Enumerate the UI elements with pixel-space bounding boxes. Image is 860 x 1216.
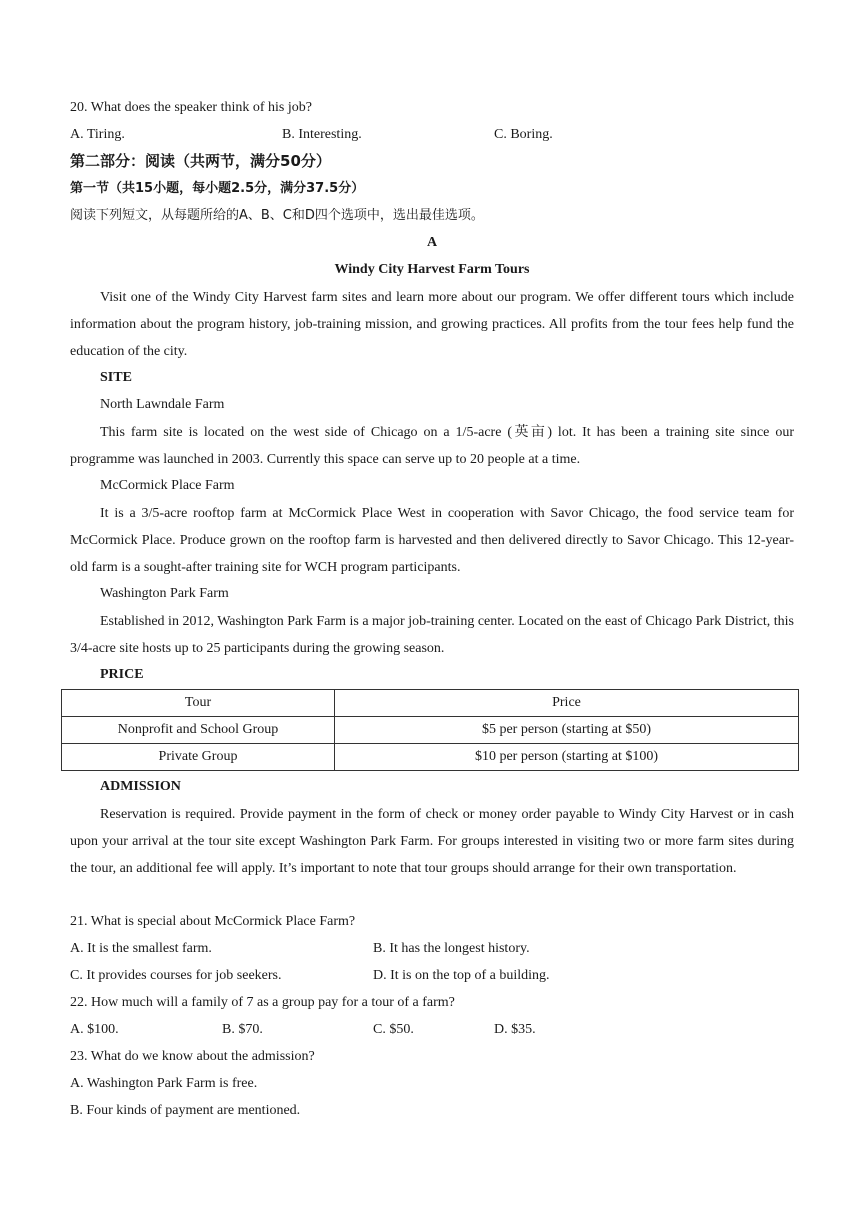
q20-option-c: C. Boring. — [494, 127, 553, 142]
table-cell-tour: Nonprofit and School Group — [62, 717, 335, 744]
q20-stem: 20. What does the speaker think of his job? — [70, 100, 312, 115]
q23-option-a: A. Washington Park Farm is free. — [70, 1076, 258, 1091]
passage-letter: A — [426, 235, 438, 250]
table-row — [62, 744, 799, 771]
q20-option-b: B. Interesting. — [282, 127, 362, 142]
section1-title: 第一节（共15小题，每小题2.5分，满分37.5分） — [70, 181, 365, 196]
farm1-text: This farm site is located on the west side of Chicago on a 1/5-acre (英亩) lot. It has been a training site since our programme was launched in 2003. Currently this space can serve up to 20 people at a time. — [70, 425, 794, 467]
section1-instructions: 阅读下列短文，从每题所给的A、B、C和D四个选项中，选出最佳选项。 — [70, 208, 484, 223]
q23-stem: 23. What do we know about the admission? — [70, 1049, 315, 1064]
passage-intro: Visit one of the Windy City Harvest farm sites and learn more about our program. We offer different tours which include information about the program history, job-training mission, and growing practices. All profits from the tour fees help fund the education of the city. — [70, 290, 794, 359]
table-cell-price: $5 per person (starting at $50) — [335, 717, 799, 744]
table-row — [62, 717, 799, 744]
farm3-name: Washington Park Farm — [100, 586, 229, 601]
site-heading: SITE — [100, 370, 132, 385]
price-table — [61, 689, 799, 771]
farm2-text: It is a 3/5-acre rooftop farm at McCormick Place West in cooperation with Savor Chicago, the food service team for McCormick Place. Produce grown on the rooftop farm is harvested and then delivered directly to Savor Chicago. This 12-year-old farm is a sought-after training site for WCH program participants. — [70, 506, 794, 575]
farm2-name: McCormick Place Farm — [100, 478, 235, 493]
q22-option-b: B. $70. — [222, 1022, 263, 1037]
q22-stem: 22. How much will a family of 7 as a group pay for a tour of a farm? — [70, 995, 455, 1010]
table-cell-price: $10 per person (starting at $100) — [335, 744, 799, 771]
q21-option-d: D. It is on the top of a building. — [373, 968, 550, 983]
price-heading: PRICE — [100, 667, 144, 682]
part2-title: 第二部分：阅读（共两节，满分50分） — [70, 152, 331, 170]
q21-option-c: C. It provides courses for job seekers. — [70, 968, 282, 983]
farm3-text: Established in 2012, Washington Park Farm is a major job-training center. Located on the east of Chicago Park District, this 3/4-acre site hosts up to 25 participants during the growing season. — [70, 614, 794, 656]
admission-text: Reservation is required. Provide payment in the form of check or money order payable to Windy City Harvest or in cash upon your arrival at the tour site except Washington Park Farm. For groups interested in visiting two or more farm sites during the tour, an additional fee will apply. It’s important to note that tour groups should arrange for their own transportation. — [70, 807, 794, 876]
farm1-name: North Lawndale Farm — [100, 397, 225, 412]
q22-option-a: A. $100. — [70, 1022, 119, 1037]
q21-option-b: B. It has the longest history. — [373, 941, 530, 956]
table-cell-tour: Private Group — [62, 744, 335, 771]
q21-option-a: A. It is the smallest farm. — [70, 941, 212, 956]
price-table-header-price: Price — [335, 690, 799, 717]
price-table-header-tour: Tour — [62, 690, 335, 717]
price-table-header — [62, 690, 799, 717]
q20-option-a: A. Tiring. — [70, 127, 125, 142]
passage-title: Windy City Harvest Farm Tours — [334, 262, 530, 277]
q21-stem: 21. What is special about McCormick Place Farm? — [70, 914, 356, 929]
q22-option-c: C. $50. — [373, 1022, 414, 1037]
q22-option-d: D. $35. — [494, 1022, 536, 1037]
admission-heading: ADMISSION — [100, 779, 181, 794]
q23-option-b: B. Four kinds of payment are mentioned. — [70, 1103, 301, 1118]
